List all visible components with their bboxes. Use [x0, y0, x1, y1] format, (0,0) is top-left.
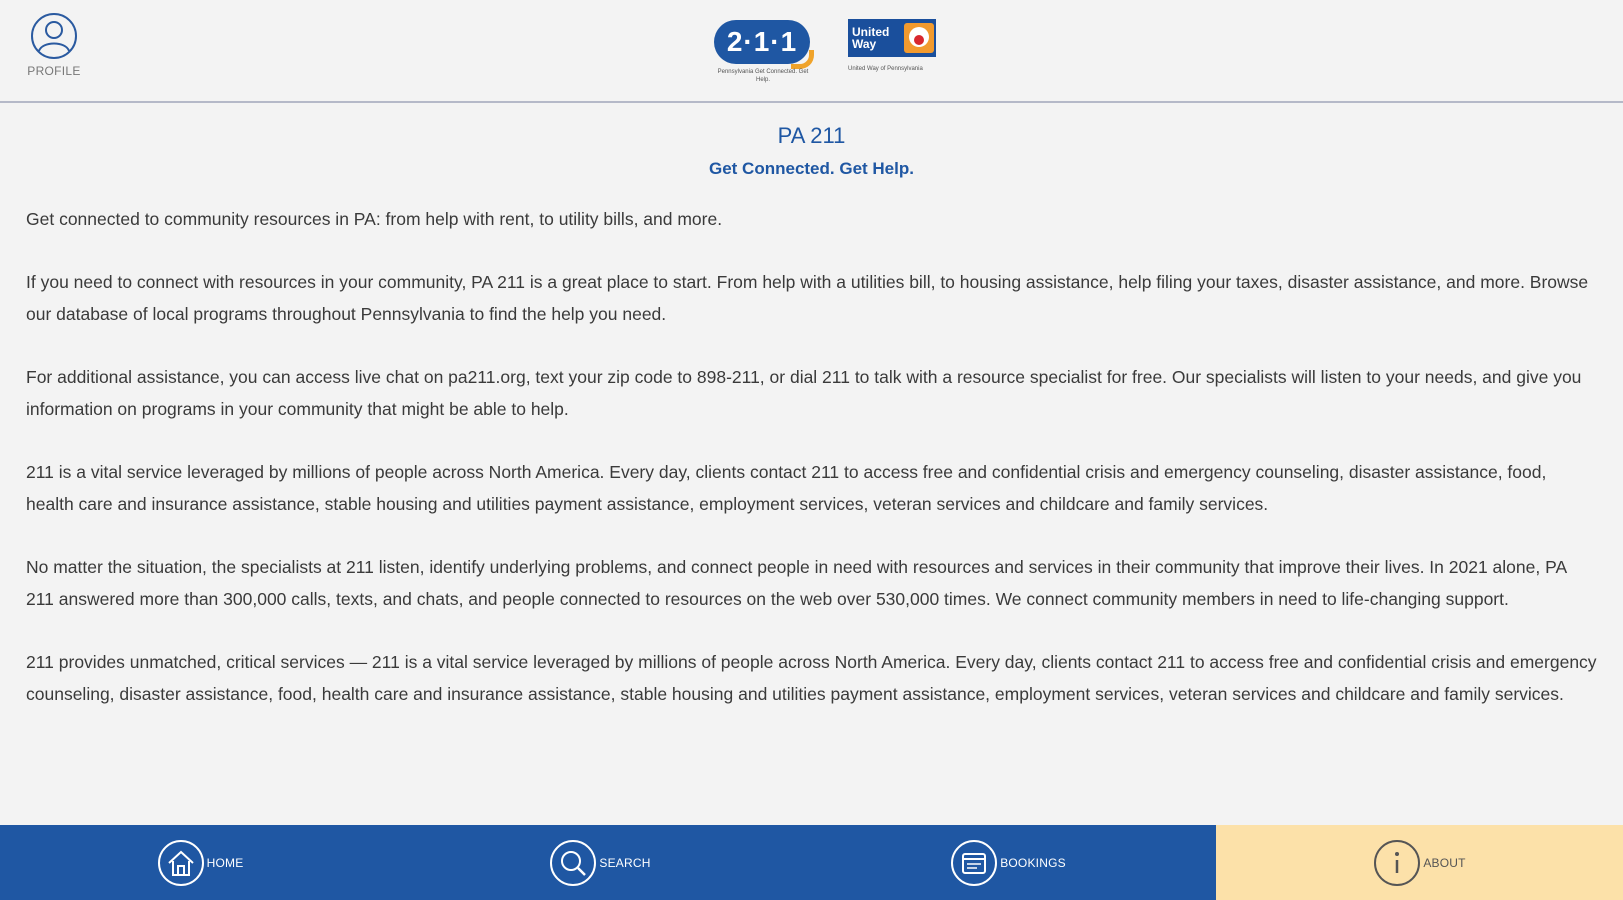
- united-way-logo-text: United Way: [852, 25, 890, 51]
- united-way-logo: [848, 16, 940, 86]
- profile-button[interactable]: [22, 12, 86, 78]
- pa211-logo-swoosh: [791, 50, 814, 69]
- pa211-logo: [712, 16, 814, 86]
- nav-about[interactable]: [1216, 825, 1623, 900]
- home-icon: [157, 839, 205, 887]
- nav-bookings-label: BOOKINGS: [1000, 855, 1066, 870]
- nav-search[interactable]: [400, 825, 800, 900]
- search-icon: [549, 839, 597, 887]
- nav-search-label: SEARCH: [599, 855, 651, 870]
- nav-home[interactable]: [0, 825, 400, 900]
- paragraph: If you need to connect with resources in your community, PA 211 is a great place to start. From help with a utilities bill, to housing assistance, help filing your taxes, disaster assistance, and more. Browse our database of local programs throughout Pennsylvania to find the help you need.: [26, 272, 1589, 324]
- about-content[interactable]: [0, 103, 1623, 825]
- info-icon: [1373, 839, 1421, 887]
- pa211-logo-tagline: Pennsylvania Get Connected. Get Help.: [717, 69, 809, 83]
- top-header: [0, 0, 1623, 103]
- page-subtitle: Get Connected. Get Help.: [709, 159, 914, 178]
- page-title: PA 211: [777, 123, 846, 148]
- paragraph: Get connected to community resources in PA: from help with rent, to utility bills, and more.: [26, 209, 723, 229]
- paragraph: No matter the situation, the specialists at 211 listen, identify underlying problems, and connect people in need with resources and services in their community that improve their lives. In 2021 alone, PA 211 answered more than 300,000 calls, texts, and chats, and people connected to resources on the web over 530,000 times. We connect community members in need to life-changing support.: [26, 557, 1567, 609]
- profile-label: PROFILE: [27, 64, 81, 78]
- about-text: [0, 203, 1623, 710]
- profile-icon: [30, 12, 78, 60]
- nav-home-label: HOME: [206, 855, 244, 870]
- paragraph: 211 provides unmatched, critical services — 211 is a vital service leveraged by millions of people across North America. Every day, clients contact 211 to access free and confidential crisis and emergency counseling, disaster assistance, food, health care and insurance assistance, stable housing and utilities payment assistance, employment services, veteran services and childcare and family services.: [26, 652, 1597, 704]
- logo-group: [712, 16, 940, 90]
- pa211-logo-text: 2·1·1: [714, 20, 810, 64]
- nav-bookings[interactable]: [800, 825, 1216, 900]
- paragraph: 211 is a vital service leveraged by millions of people across North America. Every day, clients contact 211 to access free and confidential crisis and emergency counseling, disaster assistance, food, health care and insurance assistance, stable housing and utilities payment assistance, employment services, veteran services and childcare and family services.: [26, 462, 1547, 514]
- paragraph: For additional assistance, you can access live chat on pa211.org, text your zip code to 898-211, or dial 211 to talk with a resource specialist for free. Our specialists will listen to your needs, and give you information on programs in your community that might be able to help.: [26, 367, 1582, 419]
- united-way-logo-tagline: United Way of Pennsylvania: [848, 66, 923, 72]
- bottom-nav: [0, 825, 1623, 900]
- nav-about-label: ABOUT: [1423, 855, 1466, 870]
- bookings-icon: [950, 839, 998, 887]
- united-way-emblem-icon: [904, 23, 934, 53]
- united-way-logo-box: [848, 19, 936, 57]
